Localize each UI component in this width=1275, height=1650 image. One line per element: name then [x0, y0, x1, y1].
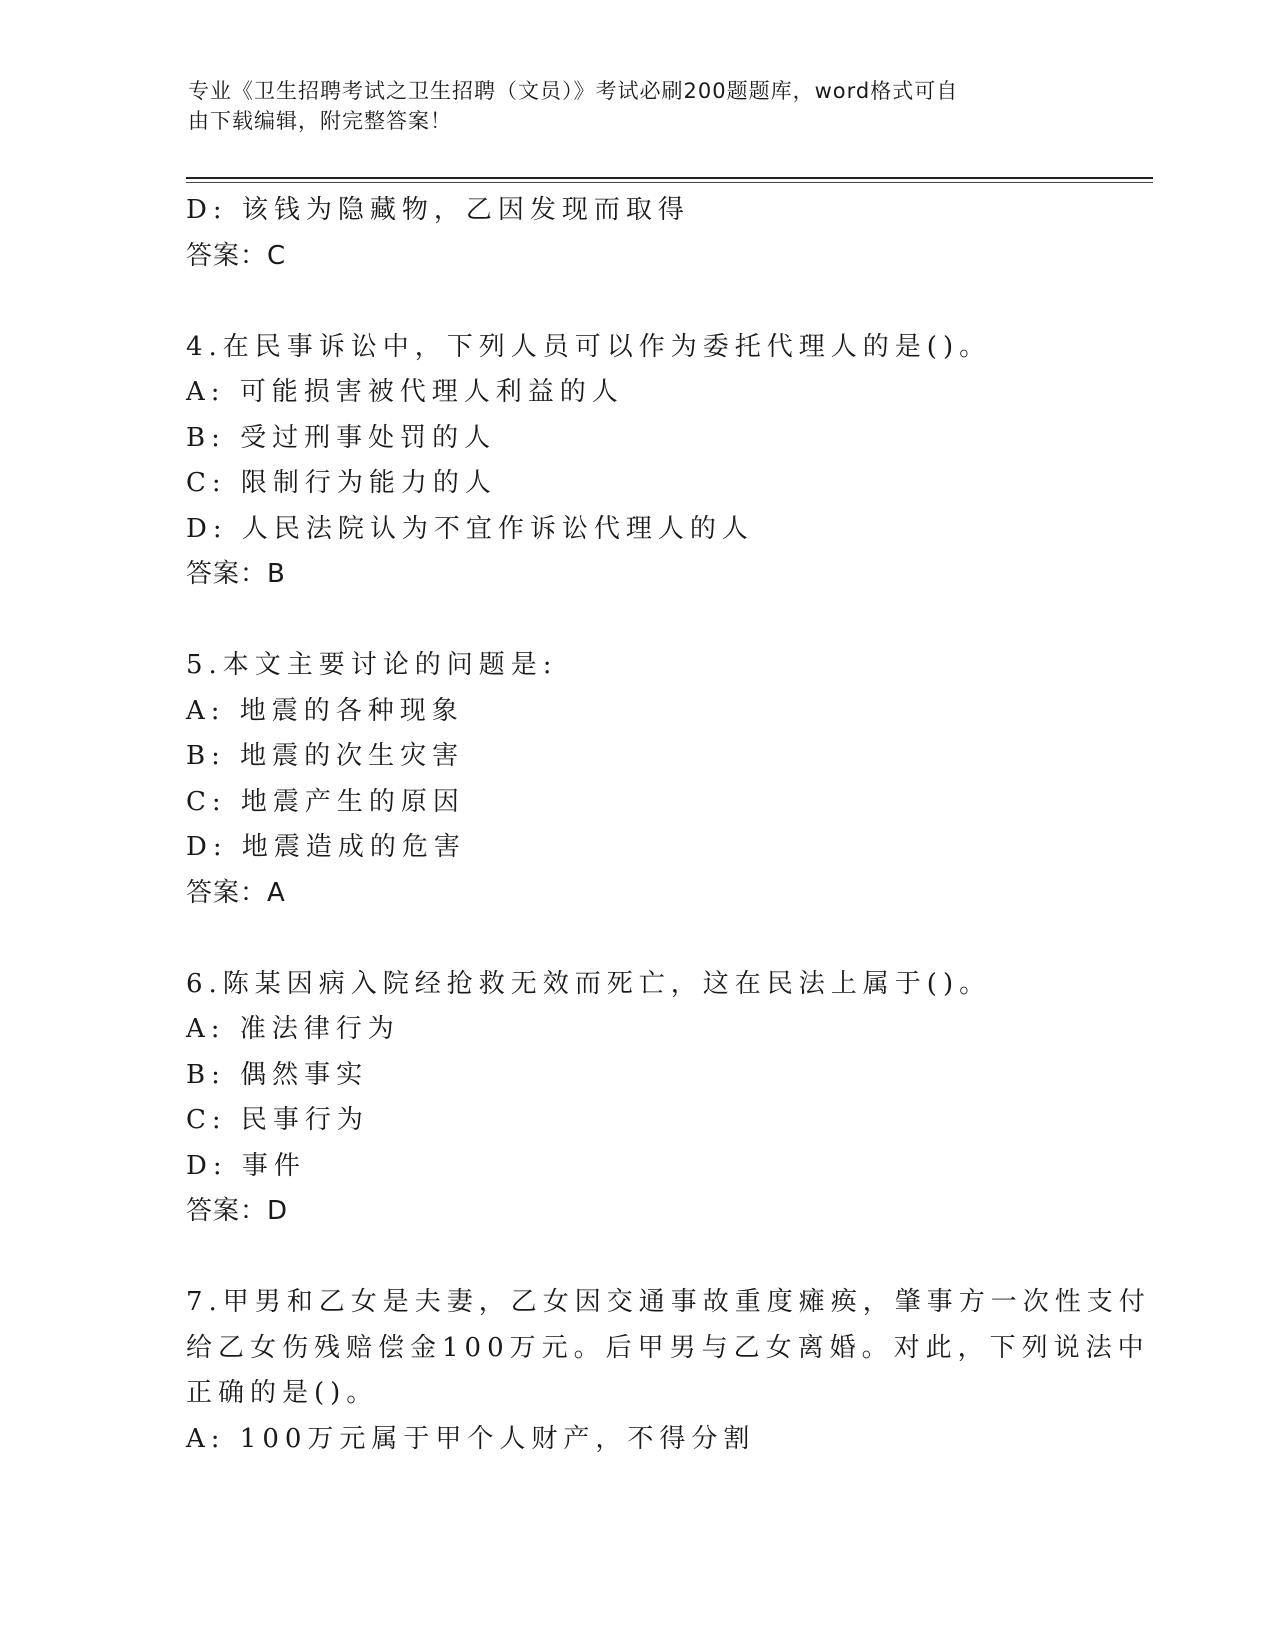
answer-line: 答案：C: [186, 240, 287, 271]
spacer: [186, 279, 1086, 325]
option-b: B: 受过刑事处罚的人: [186, 422, 497, 453]
question-stem-line-1: 7.甲男和乙女是夫妻，乙女因交通事故重度瘫痪，肇事方一次性支付: [186, 1287, 1151, 1317]
header-line-1: 专业《卫生招聘考试之卫生招聘（文员）》考试必刷200题题库，word格式可自: [188, 79, 959, 103]
spacer: [186, 916, 1086, 962]
question-7: [186, 1280, 1151, 1462]
question-stem-line-3: 正确的是()。: [186, 1378, 379, 1408]
option-d: D: 事件: [186, 1150, 306, 1181]
question-4: [186, 325, 1086, 598]
option-a: A: 可能损害被代理人利益的人: [186, 377, 624, 407]
option-a: A: 100万元属于甲个人财产，不得分割: [186, 1423, 756, 1454]
page-header: [188, 76, 1068, 136]
answer-line: 答案：B: [186, 559, 286, 589]
question-stem: 4.在民事诉讼中，下列人员可以作为委托代理人的是()。: [186, 331, 992, 362]
option-b: B: 地震的次生灾害: [186, 741, 465, 771]
question-content: [186, 188, 1151, 1462]
question-stem-line-2: 给乙女伤残赔偿金100万元。后甲男与乙女离婚。对此，下列说法中: [186, 1332, 1150, 1363]
option-c: C: 民事行为: [186, 1105, 369, 1135]
spacer: [186, 1235, 1086, 1281]
option-a: A: 地震的各种现象: [186, 695, 464, 726]
option-c: C: 地震产生的原因: [186, 786, 465, 817]
question-6: [186, 962, 1086, 1235]
header-line-2: 由下载编辑，附完整答案！: [188, 109, 452, 133]
option-b: B: 偶然事实: [186, 1059, 369, 1090]
option-c: C: 限制行为能力的人: [186, 468, 497, 498]
option-d: D: 地震造成的危害: [186, 832, 466, 862]
option-a: A: 准法律行为: [186, 1014, 400, 1044]
option-d: D: 人民法院认为不宜作诉讼代理人的人: [186, 513, 754, 544]
answer-line: 答案：D: [186, 1196, 289, 1226]
header-rule-thick: [186, 177, 1153, 179]
spacer: [186, 598, 1086, 644]
question-stem: 6.陈某因病入院经抢救无效而死亡，这在民法上属于()。: [186, 968, 992, 999]
option-d: D: 该钱为隐藏物，乙因发现而取得: [186, 195, 690, 225]
question-stem: 5.本文主要讨论的问题是:: [186, 650, 558, 680]
question-5: [186, 643, 1086, 916]
answer-line: 答案：A: [186, 877, 286, 908]
header-rule-thin: [186, 182, 1153, 183]
